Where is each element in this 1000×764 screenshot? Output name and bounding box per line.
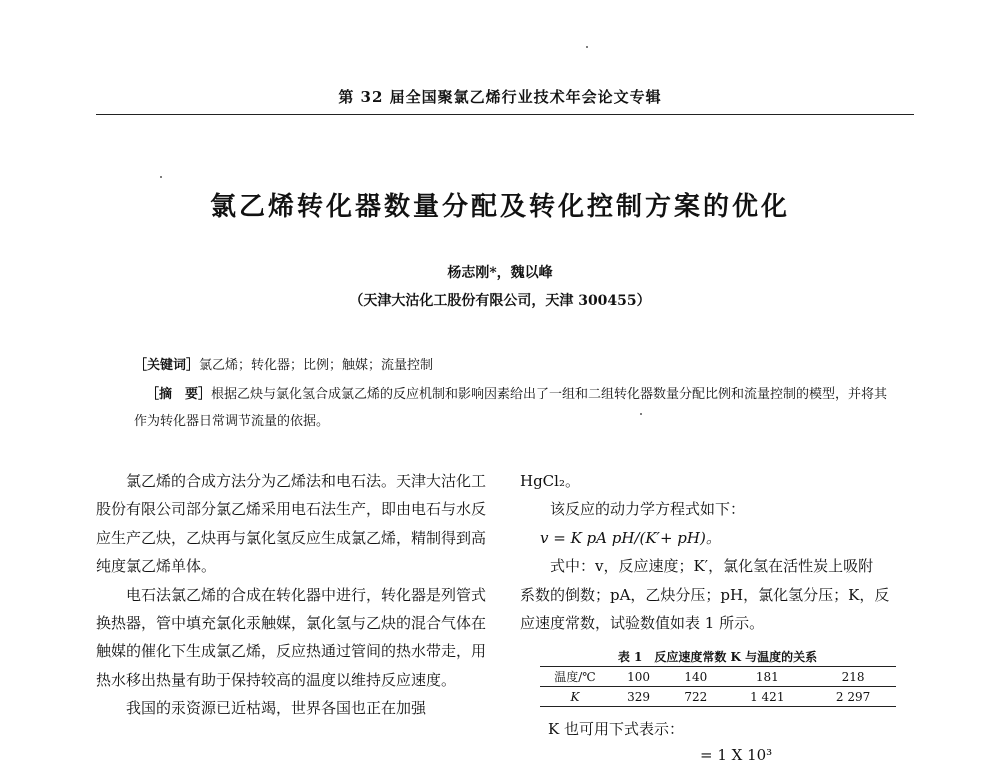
equation-explanation-3: 应速度常数，试验数值如表 1 所示。: [520, 614, 765, 633]
abstract: [134, 381, 890, 435]
body-paragraph-3: 我国的汞资源已近枯竭，世界各国也正在加强: [126, 699, 427, 718]
right-column: [520, 467, 915, 637]
abstract-text: 根据乙炔与氯化氢合成氯乙烯的反应机制和影响因素给出了一组和二组转化器数量分配比例和流量控制的模型，并将其作为转化器日常调节流量的依据。: [134, 387, 888, 429]
paper-title: 氯乙烯转化器数量分配及转化控制方案的优化: [209, 192, 790, 222]
scan-speck: [160, 176, 162, 178]
keywords: [134, 354, 914, 373]
paper-authors: 杨志刚*，魏以峰: [447, 265, 553, 281]
k-expression-intro: K 也可用下式表示：: [548, 720, 684, 738]
table-cell: 2 297: [810, 687, 896, 707]
table-row: [540, 687, 896, 707]
paper-affiliation: （天津大沽化工股份有限公司，天津 300455）: [349, 293, 651, 309]
table-cell: 181: [724, 667, 810, 687]
table-row-header: K: [540, 687, 610, 707]
table-cell: 218: [810, 667, 896, 687]
table-caption: 表 1 反应速度常数 K 与温度的关系: [617, 650, 818, 664]
left-column: [96, 467, 494, 723]
table-cell: 722: [667, 687, 724, 707]
header-rule: [96, 114, 914, 115]
abstract-label: ［摘 要］: [146, 387, 212, 402]
table-cell: 329: [610, 687, 667, 707]
rate-equation: v = K pA pH/(K′+ pH)。: [540, 528, 721, 547]
formula-fragment: = 1 X 10³: [700, 746, 773, 764]
keywords-label: ［关键词］: [134, 358, 200, 373]
table-row-header: 温度/℃: [540, 667, 610, 687]
equation-explanation-1: 式中：v，反应速度；K′，氯化氢在活性炭上吸附: [550, 557, 874, 576]
keywords-text: 氯乙烯；转化器；比例；触媒；流量控制: [199, 358, 434, 373]
table-cell: 140: [667, 667, 724, 687]
equation-explanation-2: 系数的倒数；pA，乙炔分压；pH，氯化氢分压；K，反: [520, 585, 890, 604]
rate-constant-table: [540, 666, 896, 707]
scan-speck: [586, 46, 588, 48]
body-paragraph-1: 氯乙烯的合成方法分为乙烯法和电石法。天津大沽化工股份有限公司部分氯乙烯采用电石法生产，即由电石与水反应生产乙炔，乙炔再与氯化氢反应生成氯乙烯，精制得到高纯度氯乙烯单体。: [96, 472, 487, 576]
scan-speck: [640, 413, 642, 415]
table-cell: 1 421: [724, 687, 810, 707]
journal-header: 第 32 届全国聚氯乙烯行业技术年会论文专辑: [338, 88, 662, 106]
table-cell: 100: [610, 667, 667, 687]
body-paragraph-2: 电石法氯乙烯的合成在转化器中进行，转化器是列管式换热器，管中填充氯化汞触媒，氯化氢与乙炔的混合气体在触媒的催化下生成氯乙烯，反应热通过管间的热水带走，用热水移出热量有助于保持较高的温度以维持反应速度。: [96, 585, 487, 689]
catalyst-formula-line: HgCl₂。: [520, 472, 580, 490]
kinetics-intro: 该反应的动力学方程式如下：: [550, 500, 746, 519]
table-row: [540, 667, 896, 687]
